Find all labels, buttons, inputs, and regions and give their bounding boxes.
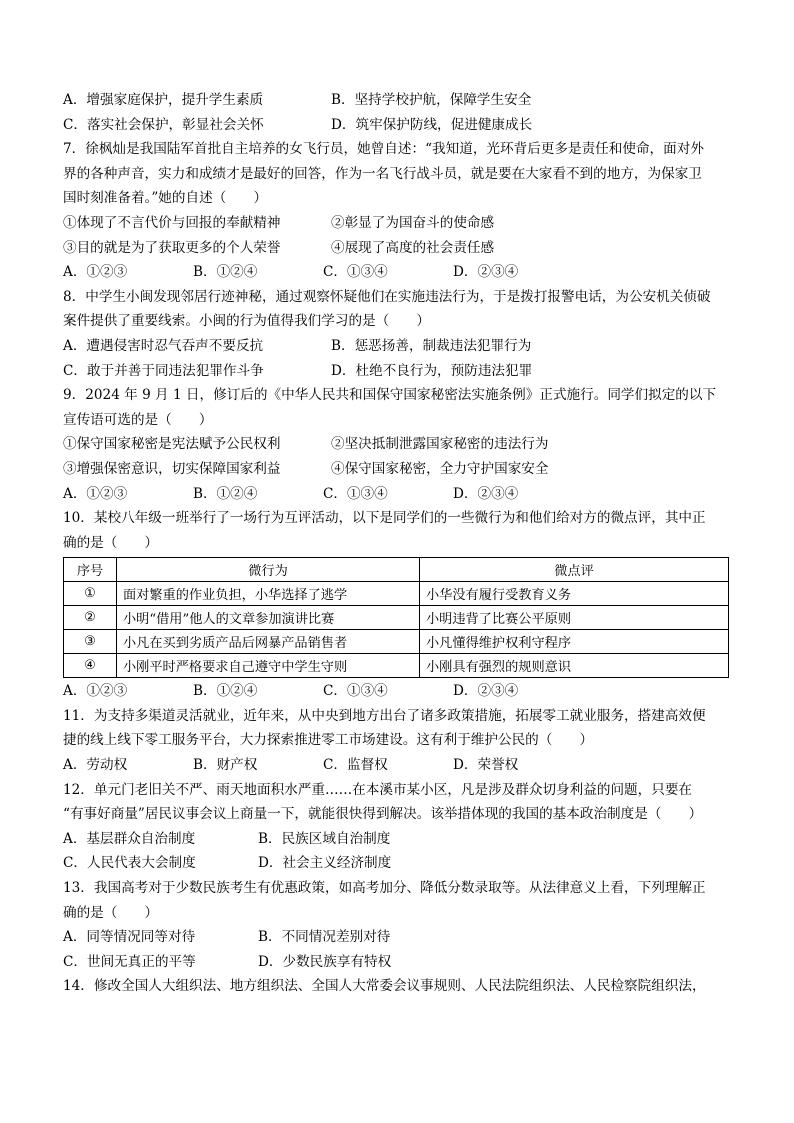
q10-row4-index: ④: [64, 654, 117, 678]
q13-options-row1: [63, 925, 734, 950]
q8-stem-line2: 案件提供了重要线索。小闽的行为值得我们学习的是（ ）: [63, 313, 431, 330]
q10-row4-comment: 小刚具有强烈的规则意识: [420, 654, 729, 678]
q8-option-d[interactable]: D．杜绝不良行为，预防违法犯罪: [331, 362, 533, 379]
q10-row2-behavior: 小明“借用”他人的文章参加演讲比赛: [117, 606, 420, 630]
q13-option-b[interactable]: B．不同情况差别对待: [258, 929, 391, 946]
q7-stem-line2: 界的各种声音，实力和成绩才是最好的回答，作为一名飞行战斗员，就是要在大家看不到的地方，为保家卫: [63, 165, 702, 182]
q10-table-header-row: [64, 558, 729, 582]
q10-row2-comment: 小明违背了比赛公平原则: [420, 606, 729, 630]
q7-item-1: ①体现了不言代价与回报的奉献精神: [63, 214, 281, 231]
q12-options-row2: [63, 851, 734, 876]
q10-row1-behavior: 面对繁重的作业负担，小华选择了逃学: [117, 582, 420, 606]
q13-option-d[interactable]: D．少数民族享有特权: [258, 953, 392, 970]
q10-option-a[interactable]: A．①②③: [63, 683, 128, 700]
q10-row1-index: ①: [64, 582, 117, 606]
q9-stem-line1: 9．2024 年 9 月 1 日，修订后的《中华人民共和国保守国家秘密法实施条例》正式施行。同学们拟定的以下: [63, 387, 717, 404]
q11-option-b[interactable]: B．财产权: [193, 757, 258, 774]
q11-stem-line2: 捷的线上线下零工服务平台，大力探索推进零工市场建设。这有利于维护公民的（ ）: [63, 732, 594, 749]
q7-items-row2: [63, 236, 734, 261]
q10-header-index: 序号: [64, 558, 117, 582]
q11-option-d[interactable]: D．荣誉权: [453, 757, 519, 774]
table-row: [64, 582, 729, 606]
q7-option-c[interactable]: C．①③④: [323, 264, 388, 281]
q6-option-a[interactable]: A．增强家庭保护，提升学生素质: [63, 92, 264, 108]
q14-stem-line1: 14．修改全国人大组织法、地方组织法、全国人大常委会议事规则、人民法院组织法、人民检察院组织法，: [63, 978, 706, 995]
q13-options-row2: [63, 950, 734, 975]
table-row: [64, 630, 729, 654]
q8-options-row2: [63, 359, 734, 384]
q10-options: [63, 679, 734, 704]
q6-option-b[interactable]: B．坚持学校护航，保障学生安全: [331, 92, 532, 108]
q9-option-b[interactable]: B．①②④: [193, 485, 258, 502]
q13-stem-line2: 确的是（ ）: [63, 904, 159, 921]
q6-options-row2: [63, 113, 734, 138]
q12-stem-line2: “有事好商量”居民议事会议上商量一下，就能很快得到解决。该举措体现的我国的基本政治制度是（ ）: [63, 806, 703, 823]
q12-options-row1: [63, 827, 734, 852]
q7-item-2: ②彰显了为国奋斗的使命感: [331, 214, 495, 231]
q9-item-4: ④保守国家秘密，全力守护国家安全: [331, 460, 549, 477]
q10-header-comment: 微点评: [420, 558, 729, 582]
q12-option-b[interactable]: B．民族区域自治制度: [258, 830, 391, 847]
table-row: [64, 654, 729, 678]
q7-option-a[interactable]: A．①②③: [63, 264, 128, 281]
q11-stem-line1: 11．为支持多渠道灵活就业，近年来，从中央到地方出台了诸多政策措施，拓展零工就业服务，搭建高效便: [63, 707, 706, 724]
q10-option-b[interactable]: B．①②④: [193, 683, 258, 700]
q10-row4-behavior: 小刚平时严格要求自己遵守中学生守则: [117, 654, 420, 678]
q9-items-row1: [63, 432, 734, 457]
q9-items-row2: [63, 457, 734, 482]
q10-option-c[interactable]: C．①③④: [323, 683, 388, 700]
q6-option-c[interactable]: C．落实社会保护，彰显社会关怀: [63, 116, 264, 133]
q7-options: [63, 260, 734, 285]
q8-option-a[interactable]: A．遭遇侵害时忍气吞声不要反抗: [63, 337, 264, 354]
q6-options-row1: [63, 88, 734, 113]
q9-option-c[interactable]: C．①③④: [323, 485, 388, 502]
q11-option-c[interactable]: C．监督权: [323, 757, 388, 774]
q8-option-b[interactable]: B．惩恶扬善，制裁违法犯罪行为: [331, 337, 532, 354]
q12-stem-line1: 12．单元门老旧关不严、雨天地面积水严重……在本溪市某小区，凡是涉及群众切身利益的问题，只要在: [63, 781, 693, 798]
q12-option-d[interactable]: D．社会主义经济制度: [258, 855, 392, 872]
q9-item-1: ①保守国家秘密是宪法赋予公民权利: [63, 436, 281, 453]
q10-row3-behavior: 小凡在买到劣质产品后网暴产品销售者: [117, 630, 420, 654]
q8-option-c[interactable]: C．敢于并善于同违法犯罪作斗争: [63, 362, 264, 379]
q11-option-a[interactable]: A．劳动权: [63, 757, 128, 774]
q12-option-c[interactable]: C．人民代表大会制度: [63, 855, 196, 872]
q7-option-b[interactable]: B．①②④: [193, 264, 258, 281]
q11-options: [63, 753, 734, 778]
q13-option-a[interactable]: A．同等情况同等对待: [63, 929, 196, 946]
q7-stem-line3: 国时刻准备着。”她的自述（ ）: [63, 190, 268, 207]
q10-row3-index: ③: [64, 630, 117, 654]
q9-item-2: ②坚决抵制泄露国家秘密的违法行为: [331, 436, 549, 453]
q7-items-row1: [63, 211, 734, 236]
q7-item-4: ④展现了高度的社会责任感: [331, 239, 495, 256]
q12-option-a[interactable]: A．基层群众自治制度: [63, 830, 196, 847]
q13-option-c[interactable]: C．世间无真正的平等: [63, 953, 196, 970]
q9-item-3: ③增强保密意识，切实保障国家利益: [63, 460, 281, 477]
q8-options-row1: [63, 334, 734, 359]
q10-table: [63, 557, 729, 678]
q6-option-d[interactable]: D．筑牢保护防线，促进健康成长: [331, 116, 533, 133]
q8-stem-line1: 8．中学生小闽发现邻居行迹神秘，通过观察怀疑他们在实施违法行为，于是拨打报警电话，为公安机关侦破: [63, 288, 711, 305]
q10-stem-line1: 10．某校八年级一班举行了一场行为互评活动，以下是同学们的一些微行为和他们给对方的微点评，其中正: [63, 510, 706, 527]
q9-option-d[interactable]: D．②③④: [453, 485, 519, 502]
q9-stem-line2: 宣传语可选的是（ ）: [63, 411, 213, 428]
q10-row1-comment: 小华没有履行受教育义务: [420, 582, 729, 606]
q13-stem-line1: 13．我国高考对于少数民族考生有优惠政策，如高考加分、降低分数录取等。从法律意义上看，下列理解正: [63, 880, 706, 897]
q7-option-d[interactable]: D．②③④: [453, 264, 519, 281]
q7-item-3: ③目的就是为了获取更多的个人荣誉: [63, 239, 281, 256]
q7-stem-line1: 7．徐枫灿是我国陆军首批自主培养的女飞行员，她曾自述：“我知道，光环背后更多是责任和使命，面对外: [63, 141, 704, 158]
q9-option-a[interactable]: A．①②③: [63, 485, 128, 502]
q10-stem-line2: 确的是（ ）: [63, 534, 159, 551]
table-row: [64, 606, 729, 630]
q10-option-d[interactable]: D．②③④: [453, 683, 519, 700]
q10-row2-index: ②: [64, 606, 117, 630]
q10-header-behavior: 微行为: [117, 558, 420, 582]
q10-row3-comment: 小凡懂得维护权利守程序: [420, 630, 729, 654]
q9-options: [63, 482, 734, 507]
